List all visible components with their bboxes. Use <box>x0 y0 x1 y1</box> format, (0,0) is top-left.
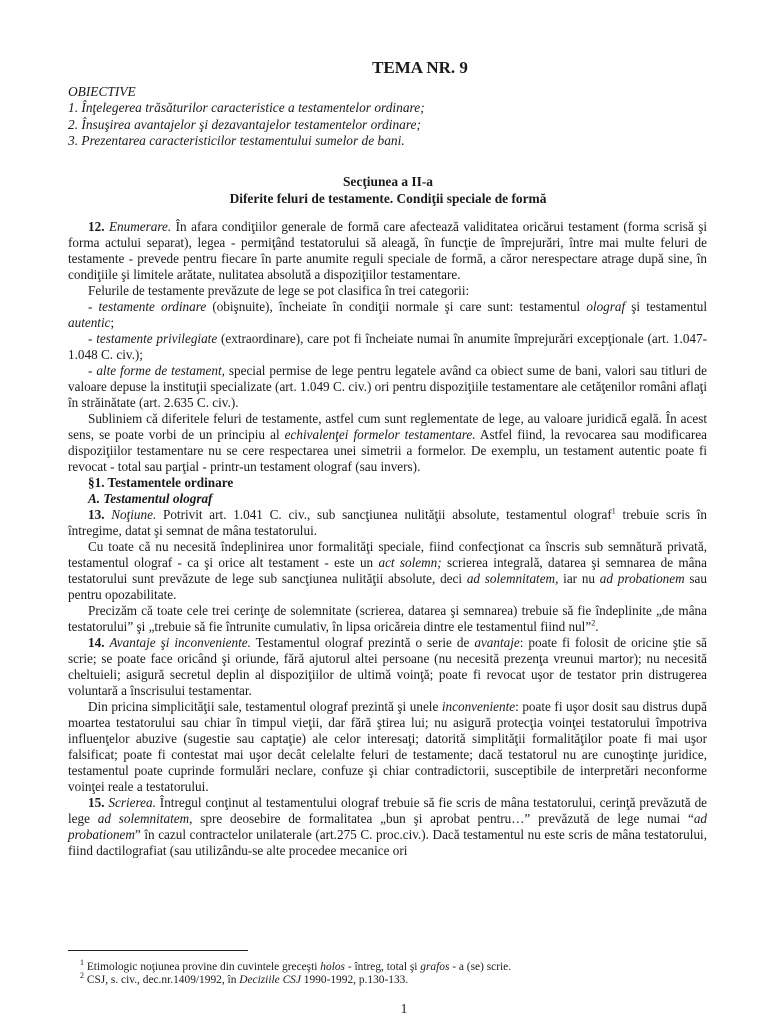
text: spre deosebire de formalitatea „bun şi aprobat pentru…” prevăzută de lege numai “ <box>192 811 694 826</box>
paragraph-text: În afara condiţiilor generale de formă care afectează validitatea oricărui testament (forma scrisă şi forma actului separat), legea - permiţând testatorului să aleagă, în funcţie de împrejurări, între mai multe feluri de testamente - prevede pentru fiecare în parte anumite reguli speciale de formă, a căror nerespectare atrage după sine, în condiţiile şi limitele arătate, nulitatea absolută a dispoziţiilor testamentare. <box>68 219 708 282</box>
text: Precizăm că toate cele trei cerinţe de solemnitate (scrierea, datarea şi semnarea) trebuie să fie îndeplinite „de mâna testatorului” şi „trebuie să fie întrunite cumulativ, în lipsa oricăreia dintre ele testamentul fiind nul” <box>68 603 707 634</box>
paragraph-14 <box>68 635 707 699</box>
text: Subliniem că diferitele feluri de testamente, astfel cum sunt reglementate de lege, au valoare juridică egală. În acest sens, se poate vorbi de un principiu al <box>68 411 707 442</box>
em-text: olograf <box>586 299 626 314</box>
text: trebuie scris în întregime, datat şi semnat de mâna testatorului. <box>68 507 708 538</box>
em-text: Deciziile CSJ <box>239 974 301 986</box>
text: special permise de lege pentru legatele având ca obiect sume de bani, valori sau titluri de valoare depuse la instituţii specializate (art. 1.049 C. civ.) ori pentru dispoziţiile testamentare ale cetăţenilor români aflaţi în străinătate (art. 2.635 C. civ.). <box>68 363 707 410</box>
text: ” în cazul contractelor unilaterale (art.275 C. proc.civ.). Dacă testamentul nu este scris de mâna testatorului, fiind dactilografiat (sau utilizându-se alte procedee mecanice ori <box>68 827 707 858</box>
paragraph-number: 13. <box>88 507 105 522</box>
footnote-ref[interactable]: 2 <box>591 618 596 628</box>
paragraph-lead: Noţiune. <box>111 507 157 522</box>
subheading-a <box>68 491 707 507</box>
em-text: autentic <box>68 315 111 330</box>
footnote-2 <box>80 971 700 987</box>
category-item <box>68 299 707 331</box>
text: 1990-1992, p.130-133. <box>300 974 409 986</box>
subheading-s1 <box>68 475 707 491</box>
em-text: ad probationem <box>599 571 685 586</box>
footnote-divider <box>68 950 248 951</box>
em-text: echivalenţei formelor testamentare. <box>284 427 476 442</box>
objective-item: 3. Prezentarea caracteristicilor testamentului sumelor de bani. <box>68 133 405 149</box>
em-text: inconveniente <box>441 699 516 714</box>
text: Testamentul olograf prezintă o serie de <box>250 635 475 650</box>
text: sau pentru opozabilitate. <box>68 571 707 602</box>
em-text: ad probationem <box>68 811 707 842</box>
paragraph-13c <box>68 603 707 635</box>
subheading-text: §1. Testamentele ordinare <box>88 475 234 490</box>
dash: - <box>88 299 99 314</box>
em-text: grafos <box>420 961 450 973</box>
text: Potrivit art. 1.041 C. civ., sub sancţiunea nulităţii absolute, testamentul olograf <box>156 507 612 522</box>
page-number: 1 <box>400 1001 408 1016</box>
objective-item: 2. Însuşirea avantajelor şi dezavantajelor testamentelor ordinare; <box>68 116 421 132</box>
paragraph-lead: Scrierea. <box>108 795 156 810</box>
paragraph-15 <box>68 795 707 859</box>
dash: - <box>88 331 97 346</box>
footnotes <box>80 958 700 987</box>
footnote-ref[interactable]: 1 <box>611 506 616 516</box>
em-text: ad solemnitatem, <box>466 571 559 586</box>
em-text: holos <box>320 961 345 973</box>
section-label: Secţiunea a II-a <box>342 174 433 189</box>
section-heading <box>68 173 708 207</box>
text: : poate fi folosit de oricine ştie să scrie; se poate face oricând şi oriunde, fără ajutorul altei persoane (nu necesită prezenţa vreunui martor); nu necesită cheltuieli; asigură secretul deplin al dispoziţiilor de ultimă voinţă; poate fi revocat uşor de testator prin distrugerea voluntară a înscrisului testamentar. <box>68 635 708 698</box>
subheading-text: A. Testamentul olograf <box>88 491 213 506</box>
text: Întregul conţinut al testamentului olograf trebuie să fie scris de mâna testatorului, cerinţă prevăzută de lege <box>68 795 708 826</box>
em-text: avantaje <box>474 635 520 650</box>
paragraph-number: 15. <box>88 795 105 810</box>
text: şi testamentul <box>625 299 707 314</box>
objectives-block <box>68 84 708 150</box>
text: scrierea integrală, datarea şi semnarea de mâna testatorului sunt prevăzute de lege sub sancţiunea nulităţii absolute, deci <box>68 555 707 586</box>
paragraph-14b <box>68 699 707 795</box>
section-title: Diferite feluri de testamente. Condiţii speciale de formă <box>229 191 547 206</box>
em-text: alte forme de testament, <box>96 363 225 378</box>
text: (obişnuite), încheiate în condiţii normale şi care sunt: testamentul <box>206 299 587 314</box>
footnote-1 <box>80 958 700 974</box>
text: ; <box>110 315 115 330</box>
paragraph-number: 12. <box>88 219 105 234</box>
em-text: testamente privilegiate <box>96 331 218 346</box>
paragraph-13 <box>68 507 707 539</box>
paragraph-number: 14. <box>88 635 105 650</box>
footnote-marker: 1 <box>80 958 84 968</box>
category-item <box>68 363 707 411</box>
objectives-heading: OBIECTIVE <box>68 84 136 99</box>
text: iar nu <box>558 571 600 586</box>
paragraph-lead: Avantaje şi inconveniente. <box>109 635 251 650</box>
page-title: TEMA NR. 9 <box>372 58 468 77</box>
body-text <box>68 219 707 859</box>
objective-item: 1. Înţelegerea trăsăturilor caracteristice a testamentelor ordinare; <box>68 100 425 116</box>
text: - a (se) scrie. <box>449 961 512 973</box>
category-item <box>68 331 707 363</box>
paragraph-13b <box>68 539 707 603</box>
em-text: act solemn; <box>378 555 442 570</box>
categories-intro: Felurile de testamente prevăzute de lege se pot clasifica în trei categorii: <box>88 283 470 298</box>
text: Din pricina simplicităţii sale, testamentul olograf prezintă şi unele <box>88 699 442 714</box>
paragraph-equivalence <box>68 411 707 475</box>
footnote-marker: 2 <box>80 971 84 981</box>
text: CSJ, s. civ., dec.nr.1409/1992, în <box>84 974 240 986</box>
text: (extraordinare), care pot fi încheiate numai în anumite împrejurări excepţionale (art. 1.047-1.048 C. civ.); <box>68 331 707 362</box>
text: Etimologic noţiunea provine din cuvintele greceşti <box>84 961 321 973</box>
text: - întreg, total şi <box>344 961 421 973</box>
em-text: testamente ordinare <box>98 299 207 314</box>
dash: - <box>88 363 97 378</box>
text: : poate fi uşor dosit sau distrus după moartea testatorului sau chiar în timpul vieţii, dar fără ştirea lui; nu asigură protecţia voinţei testatorului împotriva influenţelor abuzive (sugestie sau captaţie) ale celor interesaţi; datorită simplităţii formalităţilor poate fi mai uşor falsificat; poate fi contestat mai uşor decât celelalte feluri de testamente; dacă testatorul nu are cunoştinţe juridice, testamentul poate cuprinde formulări neclare, confuze şi chiar contradictorii, susceptibile de interpretări neconforme voinţei reale a testatorului. <box>68 699 707 794</box>
text: Astfel fiind, la revocarea sau modificarea dispoziţiilor testamentare nu se cere respectarea unei simetrii a formelor. De exemplu, un testament autentic poate fi revocat - total sau parţial - printr-un testament olograf (sau invers). <box>68 427 707 474</box>
em-text: ad solemnitatem, <box>97 811 193 826</box>
paragraph-12 <box>68 219 707 283</box>
text: . <box>595 619 599 634</box>
paragraph-lead: Enumerare. <box>108 219 172 234</box>
text: Cu toate că nu necesită îndeplinirea unor formalităţi speciale, fiind confecţionat ca înscris sub semnătură privată, testamentul olograf - ca şi orice alt testament - este un <box>68 539 707 570</box>
